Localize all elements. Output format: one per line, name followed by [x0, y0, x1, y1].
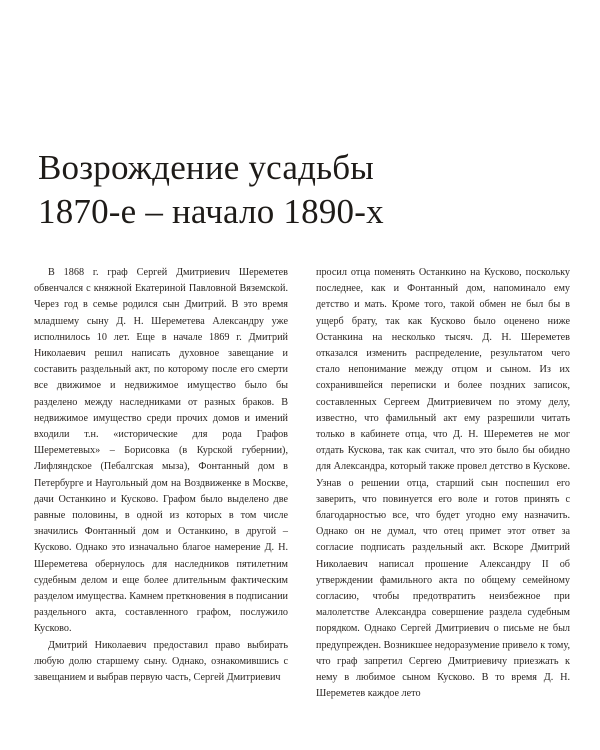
paragraph: Дмитрий Николаевич предоставил право выбирать любую долю старшему сыну. Однако, ознакомившись с завещанием и выбрав первую часть, Сергей Дмитриевич — [34, 639, 288, 684]
left-column — [34, 265, 288, 702]
chapter-title-line-1: Возрождение усадьбы — [38, 148, 374, 187]
text-columns — [34, 265, 570, 702]
chapter-title-line-2: 1870-е – начало 1890-х — [38, 192, 384, 231]
paragraph: просил отца поменять Останкино на Кусково, поскольку последнее, как и Фонтанный дом, напоминало ему детство и мать. Кроме того, такой обмен не был бы в ущерб брату, так как Кусково было оценено ниже Останкина на несколько тысяч. Д. Н. Шереметев отказался изменить распределение, результатом чего стало непонимание между отцом и сыном. Из их сохранившейся переписки и более поздних записок, составленных Сергеем Дмитриевичем по этому делу, известно, что фамильный акт ему разрешили читать только в кабинете отца, что Д. Н. Шереметев не мог отдать Кускова, так как считал, что это было бы обидно для Александра, который также провел детство в Кускове. Узнав о решении отца, старший сын поспешил его заверить, что повинуется его воле и готов принять с благодарностью все, что будет угодно ему назначить. Однако он не думал, что отец примет этот ответ за согласие подписать раздельный акт. Вскоре Дмитрий Николаевич написал прошение Александру II об утверждении фамильного акта по общему семейному согласию, чтобы предотвратить неизбежное при малолетстве Александра совершение раздела судебным порядком. Однако Сергей Дмитриевич о письме не был предупрежден. Возникшее недоразумение привело к тому, что граф запретил Сергею Дмитриевичу приезжать к нему в любимое сыном Кусково. В то время Д. Н. Шереметев каждое лето — [316, 267, 570, 700]
chapter-title — [38, 146, 558, 234]
right-column — [316, 265, 570, 702]
paragraph: В 1868 г. граф Сергей Дмитриевич Шереметев обвенчался с княжной Екатериной Павловной Вяземской. Через год в семье родился сын Дмитрий. В это время младшему сыну Д. Н. Шереметева Александру уже исполнилось 10 лет. Еще в начале 1869 г. Дмитрий Николаевич решил написать духовное завещание и составить раздельный акт, по которому после его смерти все движимое и недвижимое имущество было бы разделено между наследниками от разных браков. В недвижимое имущество среди прочих домов и имений входили т.н. «исторические для рода Графов Шереметевых» – Борисовка (в Курской губернии), Лифляндское (Пебалгская мыза), Фонтанный дом в Петербурге и Наугольный дом на Воздвиженке в Москве, дачи Останкино и Кусково. Графом было выделено две равные половины, в одной из которых в том числе значились Фонтанный дом и Останкино, в другой – Кусково. Однако это изначально благое намерение Д. Н. Шереметева обернулось для наследников пятилетним судебным делом и еще более длительным фактическим разделом имущества. Камнем преткновения в подписании раздельного акта, составленного графом, послужило Кусково. — [34, 267, 288, 635]
